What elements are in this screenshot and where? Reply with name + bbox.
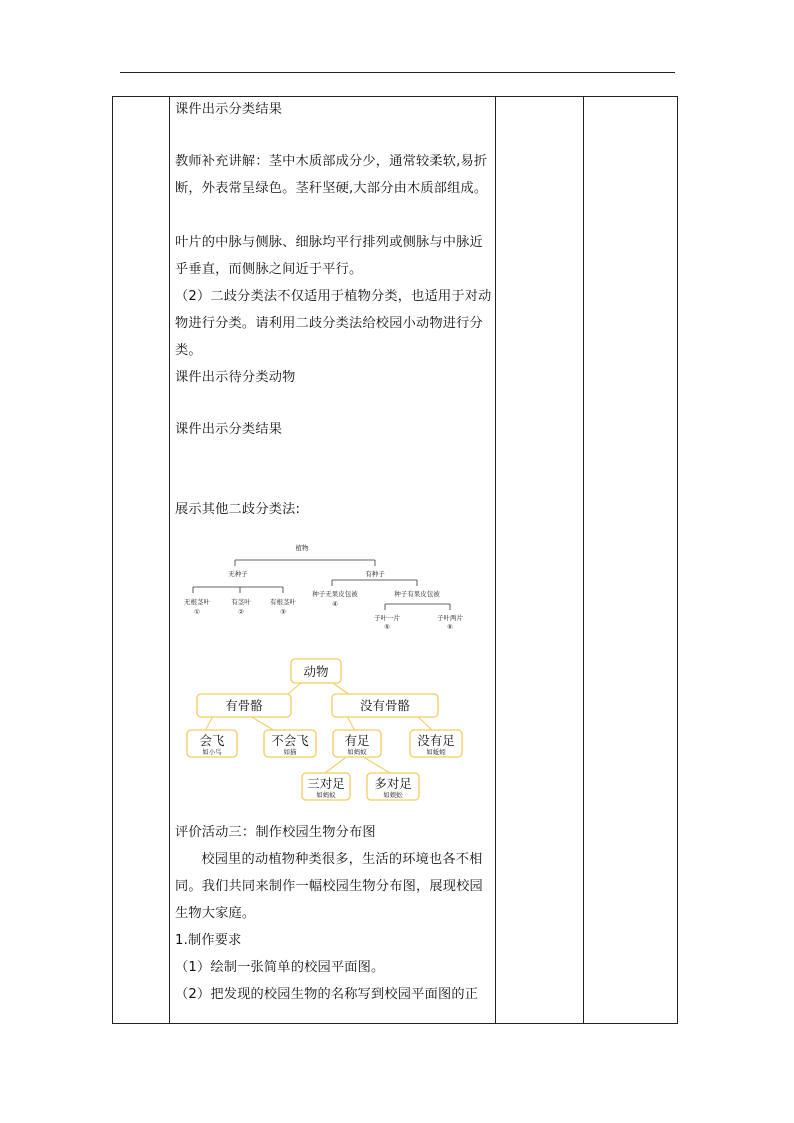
- no-feet-example: 如蚯蚓: [426, 748, 446, 756]
- header-rule: [120, 72, 675, 73]
- many-pairs-example: 如蜈蚣: [383, 791, 403, 799]
- three-pairs-example: 如蚂蚁: [316, 791, 336, 799]
- no-fly-label: 不会飞: [271, 733, 309, 748]
- paragraph-dichotomous: （2）二歧分类法不仅适用于植物分类，也适用于对动物进行分类。请利用二歧分类法给校园小动物进行分类。: [175, 289, 492, 358]
- column-divider: [495, 97, 496, 1023]
- bone-label: 有骨骼: [225, 698, 263, 713]
- plant-has-seed-label: 有种子: [365, 570, 385, 578]
- paragraph-animals-to-classify: 课件出示待分类动物: [175, 370, 296, 385]
- paragraph-leaf-veins: 叶片的中脉与侧脉、细脉均平行排列或侧脉与中脉近乎垂直，而侧脉之间近于平行。: [175, 235, 483, 277]
- fly-example: 如小鸟: [202, 748, 222, 756]
- plant-leaf-6-num: ⑥: [447, 623, 453, 630]
- plant-leaf-5-num: ⑤: [384, 623, 390, 630]
- plant-leaf-4-label: 种子无果皮包被: [312, 590, 358, 598]
- no-fly-example: 如猫: [283, 748, 297, 756]
- paragraph-requirements: 1.制作要求: [175, 933, 242, 948]
- plant-leaf-1-label: 无根茎叶: [184, 598, 210, 606]
- paragraph-courseware-result-2: 课件出示分类结果: [175, 422, 283, 437]
- plant-no-seed-label: 无种子: [228, 570, 248, 578]
- paragraph-teacher-explanation: 教师补充讲解：茎中木质部成分少，通常较柔软,易折断，外表常呈绿色。茎秆坚硬,大部分由木质部组成。: [175, 154, 488, 196]
- plant-seed-coat-label: 种子有果皮包被: [394, 590, 440, 598]
- plant-leaf-1-num: ①: [194, 608, 200, 616]
- plant-leaf-3-num: ③: [280, 608, 286, 616]
- plant-classification-diagram: [175, 538, 475, 630]
- plant-leaf-3-label: 有根茎叶: [270, 598, 296, 606]
- plant-leaf-2-label: 有茎叶: [231, 598, 251, 606]
- paragraph-other-methods: 展示其他二歧分类法:: [175, 502, 301, 517]
- paragraph-requirement-1: （1）绘制一张简单的校园平面图。: [175, 960, 385, 975]
- plant-leaf-5-label: 子叶一片: [374, 614, 400, 622]
- feet-label: 有足: [344, 733, 370, 748]
- paragraph-evaluation-activity: 评价活动三：制作校园生物分布图: [175, 825, 376, 840]
- plant-leaf-4-num: ④: [332, 600, 338, 608]
- animal-classification-diagram: [175, 655, 475, 805]
- column-divider: [169, 97, 170, 1023]
- fly-label: 会飞: [199, 733, 225, 748]
- many-pairs-label: 多对足: [374, 776, 412, 791]
- paragraph-campus-intro: 校园里的动植物种类很多，生活的环境也各不相同。我们共同来制作一幅校园生物分布图，展现校园生物大家庭。: [175, 852, 483, 921]
- paragraph-requirement-2: （2）把发现的校园生物的名称写到校园平面图的正: [175, 987, 479, 1002]
- column-divider: [583, 97, 584, 1023]
- no-bone-label: 没有骨骼: [359, 698, 411, 713]
- plant-leaf-6-label: 子叶两片: [437, 614, 463, 622]
- animal-root-label: 动物: [303, 664, 329, 679]
- paragraph-courseware-result: 课件出示分类结果: [175, 102, 283, 117]
- plant-leaf-2-num: ②: [238, 608, 244, 616]
- no-feet-label: 没有足: [417, 733, 455, 748]
- feet-example: 如蚂蚁: [347, 748, 367, 756]
- plant-root-label: 植物: [295, 544, 309, 552]
- three-pairs-label: 三对足: [307, 776, 345, 791]
